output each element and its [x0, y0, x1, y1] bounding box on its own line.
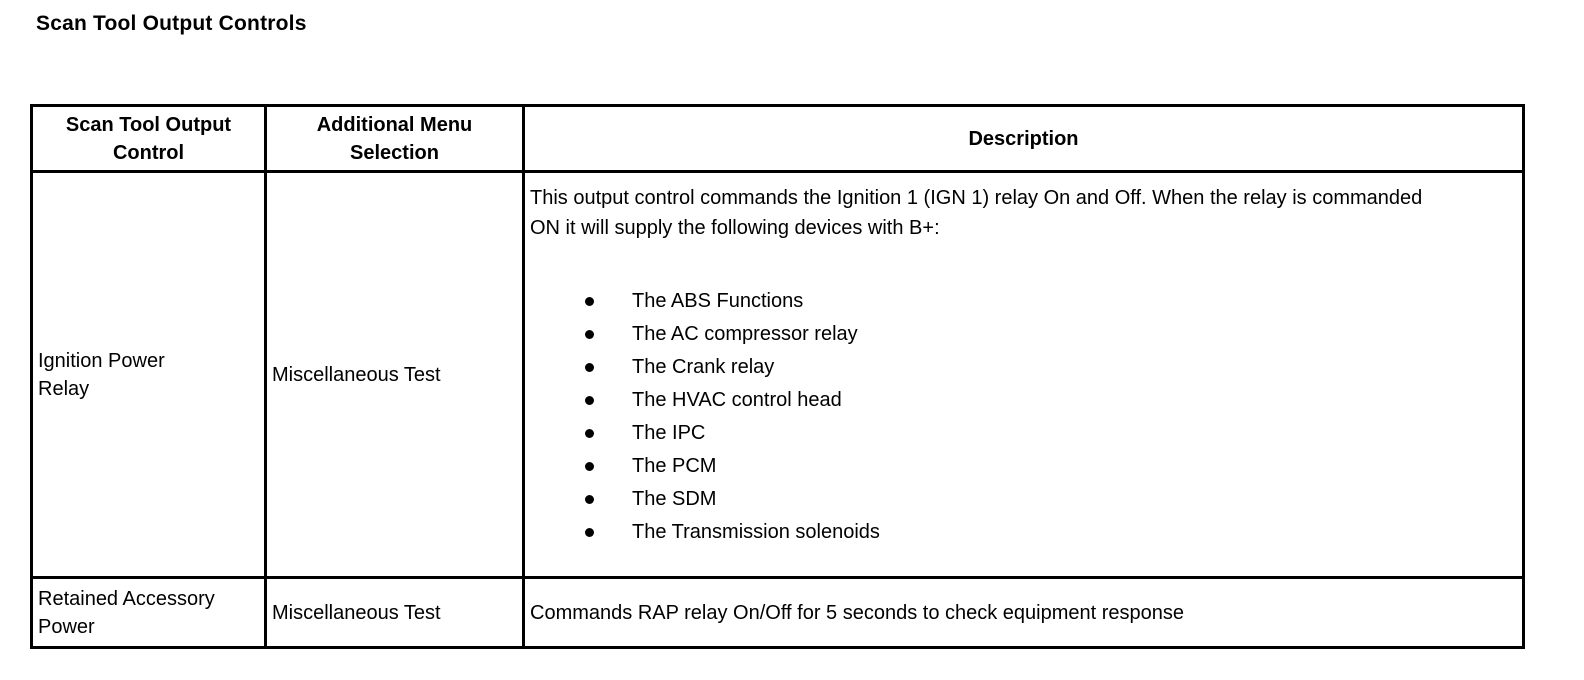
cell-menu [266, 578, 524, 648]
bullet-item: The SDM [585, 483, 1517, 516]
header-cell-additional-menu-selection: Additional Menu Selection [266, 106, 524, 172]
header-cell-scan-tool-output-control: Scan Tool Output Control [32, 106, 266, 172]
bullet-item: The AC compressor relay [585, 318, 1517, 351]
table-header-row [32, 106, 1524, 172]
table-row-retained-accessory-power [32, 578, 1524, 648]
description-text: Commands RAP relay On/Off for 5 seconds to check equipment response [530, 601, 1185, 624]
cell-control [32, 172, 266, 578]
cell-description [524, 578, 1524, 648]
bullet-item: The Crank relay [585, 351, 1517, 384]
bullet-item: The IPC [585, 417, 1517, 450]
output-controls-table [30, 104, 1525, 649]
device-bullet-list [585, 285, 1517, 549]
bullet-item: The HVAC control head [585, 384, 1517, 417]
control-label: Ignition Power Relay [38, 349, 165, 400]
bullet-item: The PCM [585, 450, 1517, 483]
bullet-item: The Transmission solenoids [585, 516, 1517, 549]
cell-control [32, 578, 266, 648]
description-intro: This output control commands the Ignition 1 (IGN 1) relay On and Off. When the relay is commanded ON it will supply the following devices with B+: [530, 187, 1423, 239]
table-row-ignition-power-relay [32, 172, 1524, 578]
page-title: Scan Tool Output Controls [36, 12, 307, 35]
menu-label: Miscellaneous Test [272, 363, 441, 386]
cell-menu [266, 172, 524, 578]
header-cell-description: Description [524, 106, 1524, 172]
bullet-item: The ABS Functions [585, 285, 1517, 318]
menu-label: Miscellaneous Test [272, 601, 441, 624]
control-label: Retained Accessory Power [38, 587, 215, 638]
cell-description [524, 172, 1524, 578]
